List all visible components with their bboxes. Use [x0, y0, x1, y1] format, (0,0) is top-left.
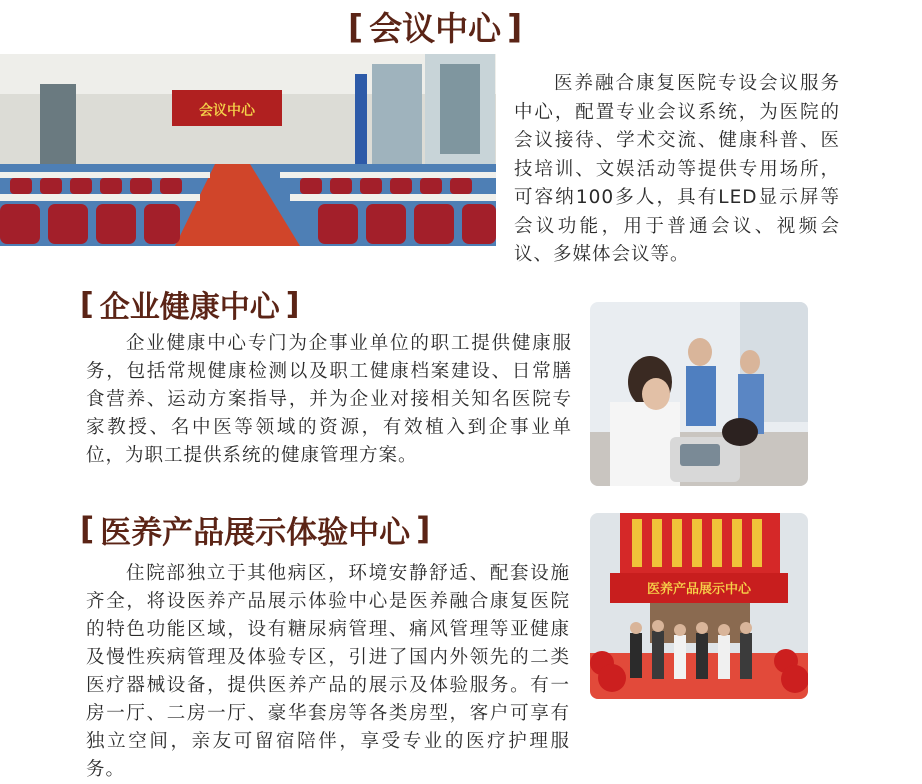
room-banner-text: 会议中心	[199, 103, 255, 119]
section-heading-enterprise-health	[80, 284, 299, 324]
bracket-left: [	[80, 511, 95, 547]
meeting-room-photo	[0, 54, 496, 246]
showroom-opening-photo	[590, 513, 808, 699]
enterprise-health-description: 企业健康中心专门为企事业单位的职工提供健康服务，包括常规健康检测以及职工健康档案建设、日常膳食营养、运动方案指导，并为企业对接相关知名医院专家教授、名中医等领域的资源，有效植入到企事业单位，为职工提供系统的健康管理方案。	[86, 333, 572, 466]
product-showroom-description: 住院部独立于其他病区，环境安静舒适、配套设施齐全，将设医养产品展示体验中心是医养融合康复医院的特色功能区域，设有糖尿病管理、痛风管理等亚健康及慢性疾病管理及体验专区，引进了国内外领先的二类医疗器械设备，提供医养产品的展示及体验服务。有一房一厅、二房一厅、豪华套房等各类房型，客户可享有独立空间，亲友可留宿陪伴，享受专业的医疗护理服务。	[86, 563, 570, 780]
bracket-left: [	[348, 6, 364, 46]
bracket-right: ]	[507, 6, 523, 46]
bracket-right: ]	[285, 286, 300, 322]
meeting-center-description: 医养融合康复医院专设会议服务中心，配置专业会议系统，为医院的会议接待、学术交流、健康科普、医技培训、文娱活动等提供专用场所，可容纳100多人，具有LED显示屏等会议功能，用于普通会议、视频会议、多媒体会议等。	[514, 73, 840, 265]
bracket-left: [	[80, 286, 94, 322]
section-title: 会议中心	[369, 8, 502, 48]
section-heading-product-showroom	[80, 508, 430, 550]
showroom-sign-text: 医养产品展示中心	[646, 582, 752, 597]
section-title: 企业健康中心	[99, 290, 280, 325]
section-title: 医养产品展示体验中心	[100, 514, 411, 551]
health-checkup-photo	[590, 302, 808, 486]
bracket-right: ]	[416, 511, 431, 547]
section-heading-meeting-center	[348, 4, 522, 48]
